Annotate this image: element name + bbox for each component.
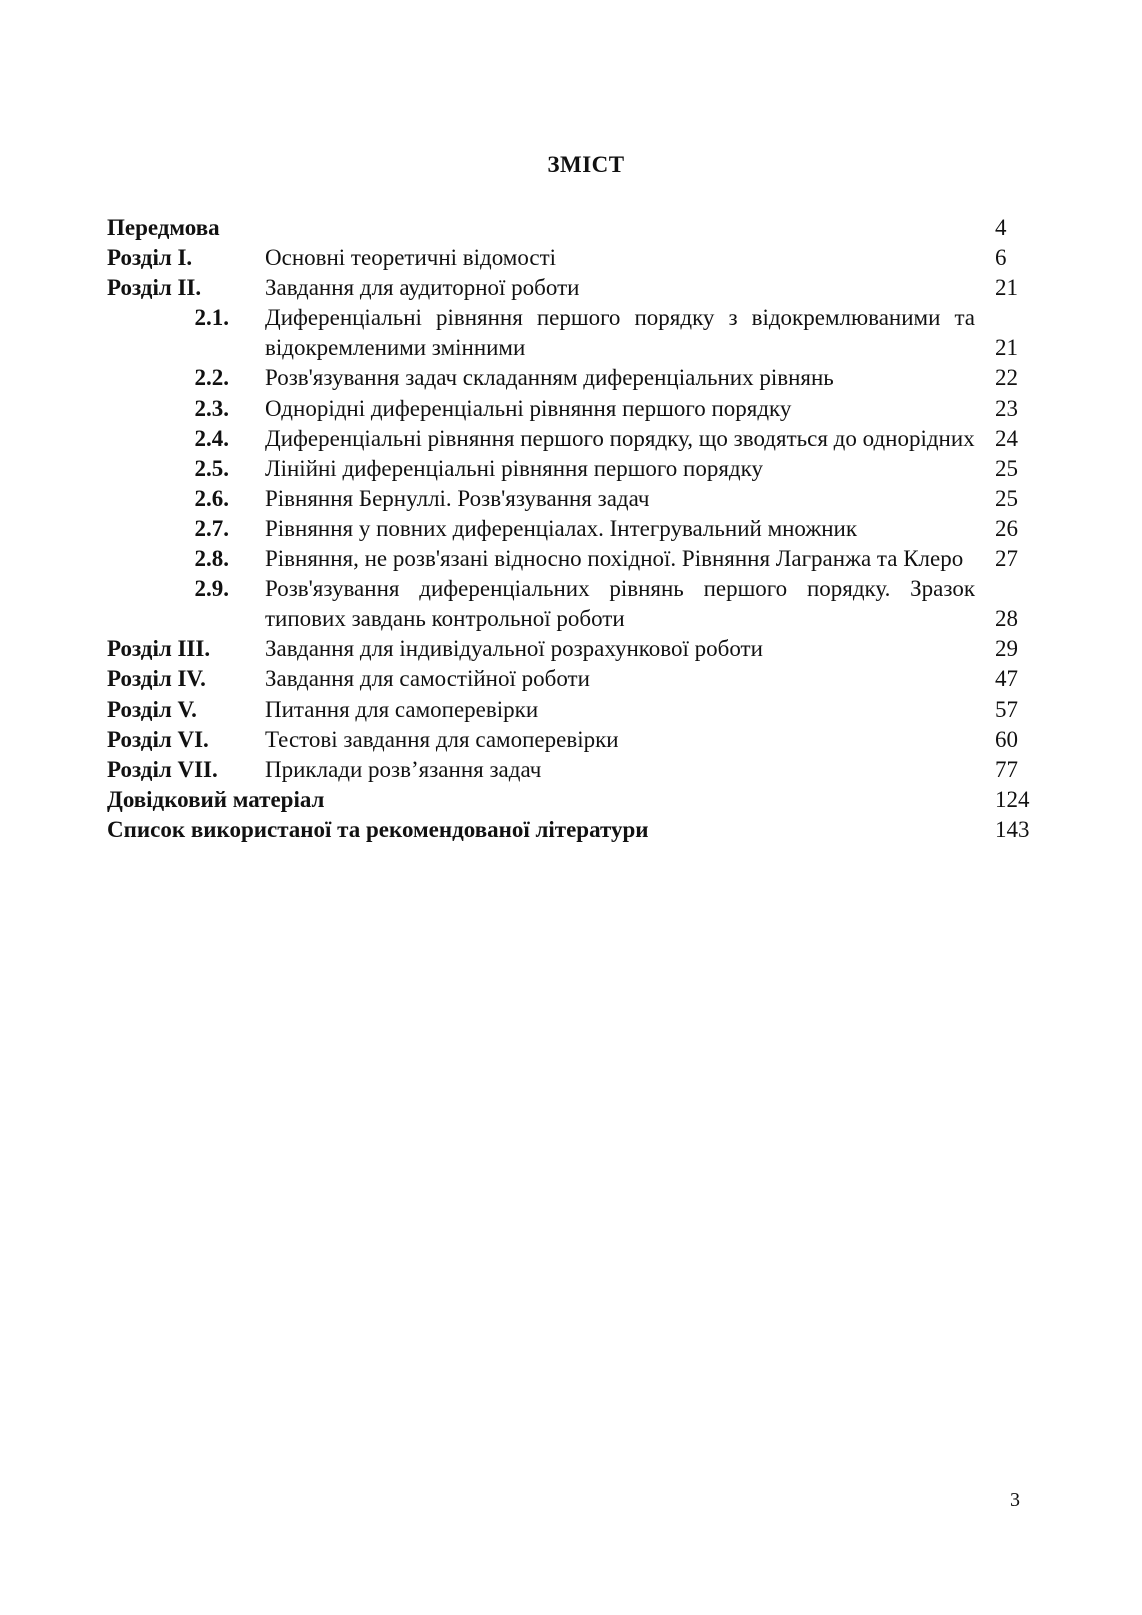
toc-entry-label: Розділ III. [107, 636, 211, 662]
toc-entry-page: 28 [995, 606, 1018, 632]
toc-entry-page: 21 [995, 335, 1018, 361]
toc-entry-label: 2.2. [194, 365, 229, 391]
toc-entry-subsection-2-1 [107, 303, 1037, 363]
toc-entry-page: 21 [995, 275, 1018, 301]
toc-entry-text: Питання для самоперевірки [265, 696, 539, 722]
toc-entry-label: 2.3. [194, 395, 229, 421]
toc-entry-subsection-2-9 [107, 574, 1037, 634]
toc-entry-text: Рівняння Бернуллі. Розв'язування задач [265, 485, 650, 511]
toc-entry-section-6 [107, 725, 1037, 755]
toc-entry-reference-material [107, 785, 1037, 815]
toc-entry-page: 60 [995, 726, 1018, 752]
toc-entry-label: 2.8. [194, 546, 229, 572]
toc-entry-page: 77 [995, 756, 1018, 782]
page-title: ЗМІСТ [547, 152, 625, 177]
toc-entry-page: 23 [995, 395, 1018, 421]
toc-entry-text: Диференціальні рівняння першого порядку з відокремлюваними та відокремленими змінними [265, 305, 975, 361]
toc-entry-page: 27 [995, 546, 1018, 572]
toc-entry-label: 2.4. [194, 425, 229, 451]
toc-entry-label: Розділ VI. [107, 726, 209, 752]
toc-entry-text: Завдання для самостійної роботи [265, 666, 590, 692]
toc-entry-text: Розв'язування диференціальних рівнянь першого порядку. Зразок типових завдань контрольної роботи [265, 576, 975, 632]
toc-entry-page: 57 [995, 696, 1018, 722]
toc-entry-text: Однорідні диференціальні рівняння першого порядку [265, 395, 792, 421]
toc-entry-subsection-2-7 [107, 514, 1037, 544]
toc-entry-text: Рівняння у повних диференціалах. Інтегрувальний множник [265, 515, 858, 541]
toc-entry-subsection-2-4 [107, 424, 1037, 454]
toc-entry-bibliography [107, 815, 1037, 845]
toc-entry-text: Завдання для індивідуальної розрахункової роботи [265, 636, 763, 662]
toc-entry-page: 47 [995, 666, 1018, 692]
toc-entry-text: Диференціальні рівняння першого порядку, що зводяться до однорідних [265, 425, 975, 451]
toc-entry-page: 26 [995, 515, 1018, 541]
toc-entry-section-7 [107, 755, 1037, 785]
toc-entry-text: Рівняння, не розв'язані відносно похідної. Рівняння Лагранжа та Клеро [265, 546, 964, 572]
toc-entry-preface [107, 213, 1037, 243]
toc-entry-label: Список використаної та рекомендованої літератури [107, 816, 649, 842]
toc-entry-subsection-2-8 [107, 544, 1037, 574]
table-of-contents [107, 213, 1037, 845]
toc-entry-label: 2.9. [194, 576, 229, 602]
toc-entry-label: 2.5. [194, 455, 229, 481]
toc-entry-section-2 [107, 273, 1037, 303]
page-number: 3 [1010, 1489, 1020, 1511]
toc-entry-page: 29 [995, 636, 1018, 662]
toc-entry-label: Розділ II. [107, 275, 202, 301]
toc-entry-subsection-2-2 [107, 363, 1037, 393]
toc-entry-page: 22 [995, 365, 1018, 391]
toc-entry-page: 4 [995, 215, 1007, 240]
toc-entry-label: Розділ IV. [107, 666, 206, 692]
toc-entry-text: Завдання для аудиторної роботи [265, 275, 580, 301]
toc-entry-subsection-2-6 [107, 484, 1037, 514]
toc-entry-label: 2.6. [194, 485, 229, 511]
toc-entry-text: Приклади розв’язання задач [265, 756, 542, 782]
toc-entry-page: 24 [995, 425, 1018, 451]
toc-entry-text: Тестові завдання для самоперевірки [265, 726, 619, 752]
toc-entry-label: Довідковий матеріал [107, 786, 325, 812]
toc-entry-subsection-2-3 [107, 394, 1037, 424]
toc-entry-page: 25 [995, 455, 1018, 481]
toc-entry-label: Розділ I. [107, 245, 193, 271]
toc-entry-section-1 [107, 243, 1037, 273]
toc-entry-page: 25 [995, 485, 1018, 511]
toc-entry-label: Передмова [107, 215, 220, 240]
toc-entry-text: Лінійні диференціальні рівняння першого порядку [265, 455, 763, 481]
toc-entry-page: 6 [995, 245, 1007, 271]
toc-entry-section-4 [107, 664, 1037, 694]
toc-entry-label: Розділ V. [107, 696, 197, 722]
toc-entry-label: 2.7. [194, 515, 229, 541]
toc-entry-page: 124 [995, 786, 1030, 812]
toc-entry-subsection-2-5 [107, 454, 1037, 484]
toc-entry-section-5 [107, 695, 1037, 725]
toc-entry-page: 143 [995, 816, 1030, 842]
toc-entry-section-3 [107, 634, 1037, 664]
toc-entry-label: Розділ VII. [107, 756, 218, 782]
toc-entry-text: Основні теоретичні відомості [265, 245, 557, 271]
toc-entry-text: Розв'язування задач складанням диференціальних рівнянь [265, 365, 834, 391]
toc-entry-label: 2.1. [194, 305, 229, 331]
